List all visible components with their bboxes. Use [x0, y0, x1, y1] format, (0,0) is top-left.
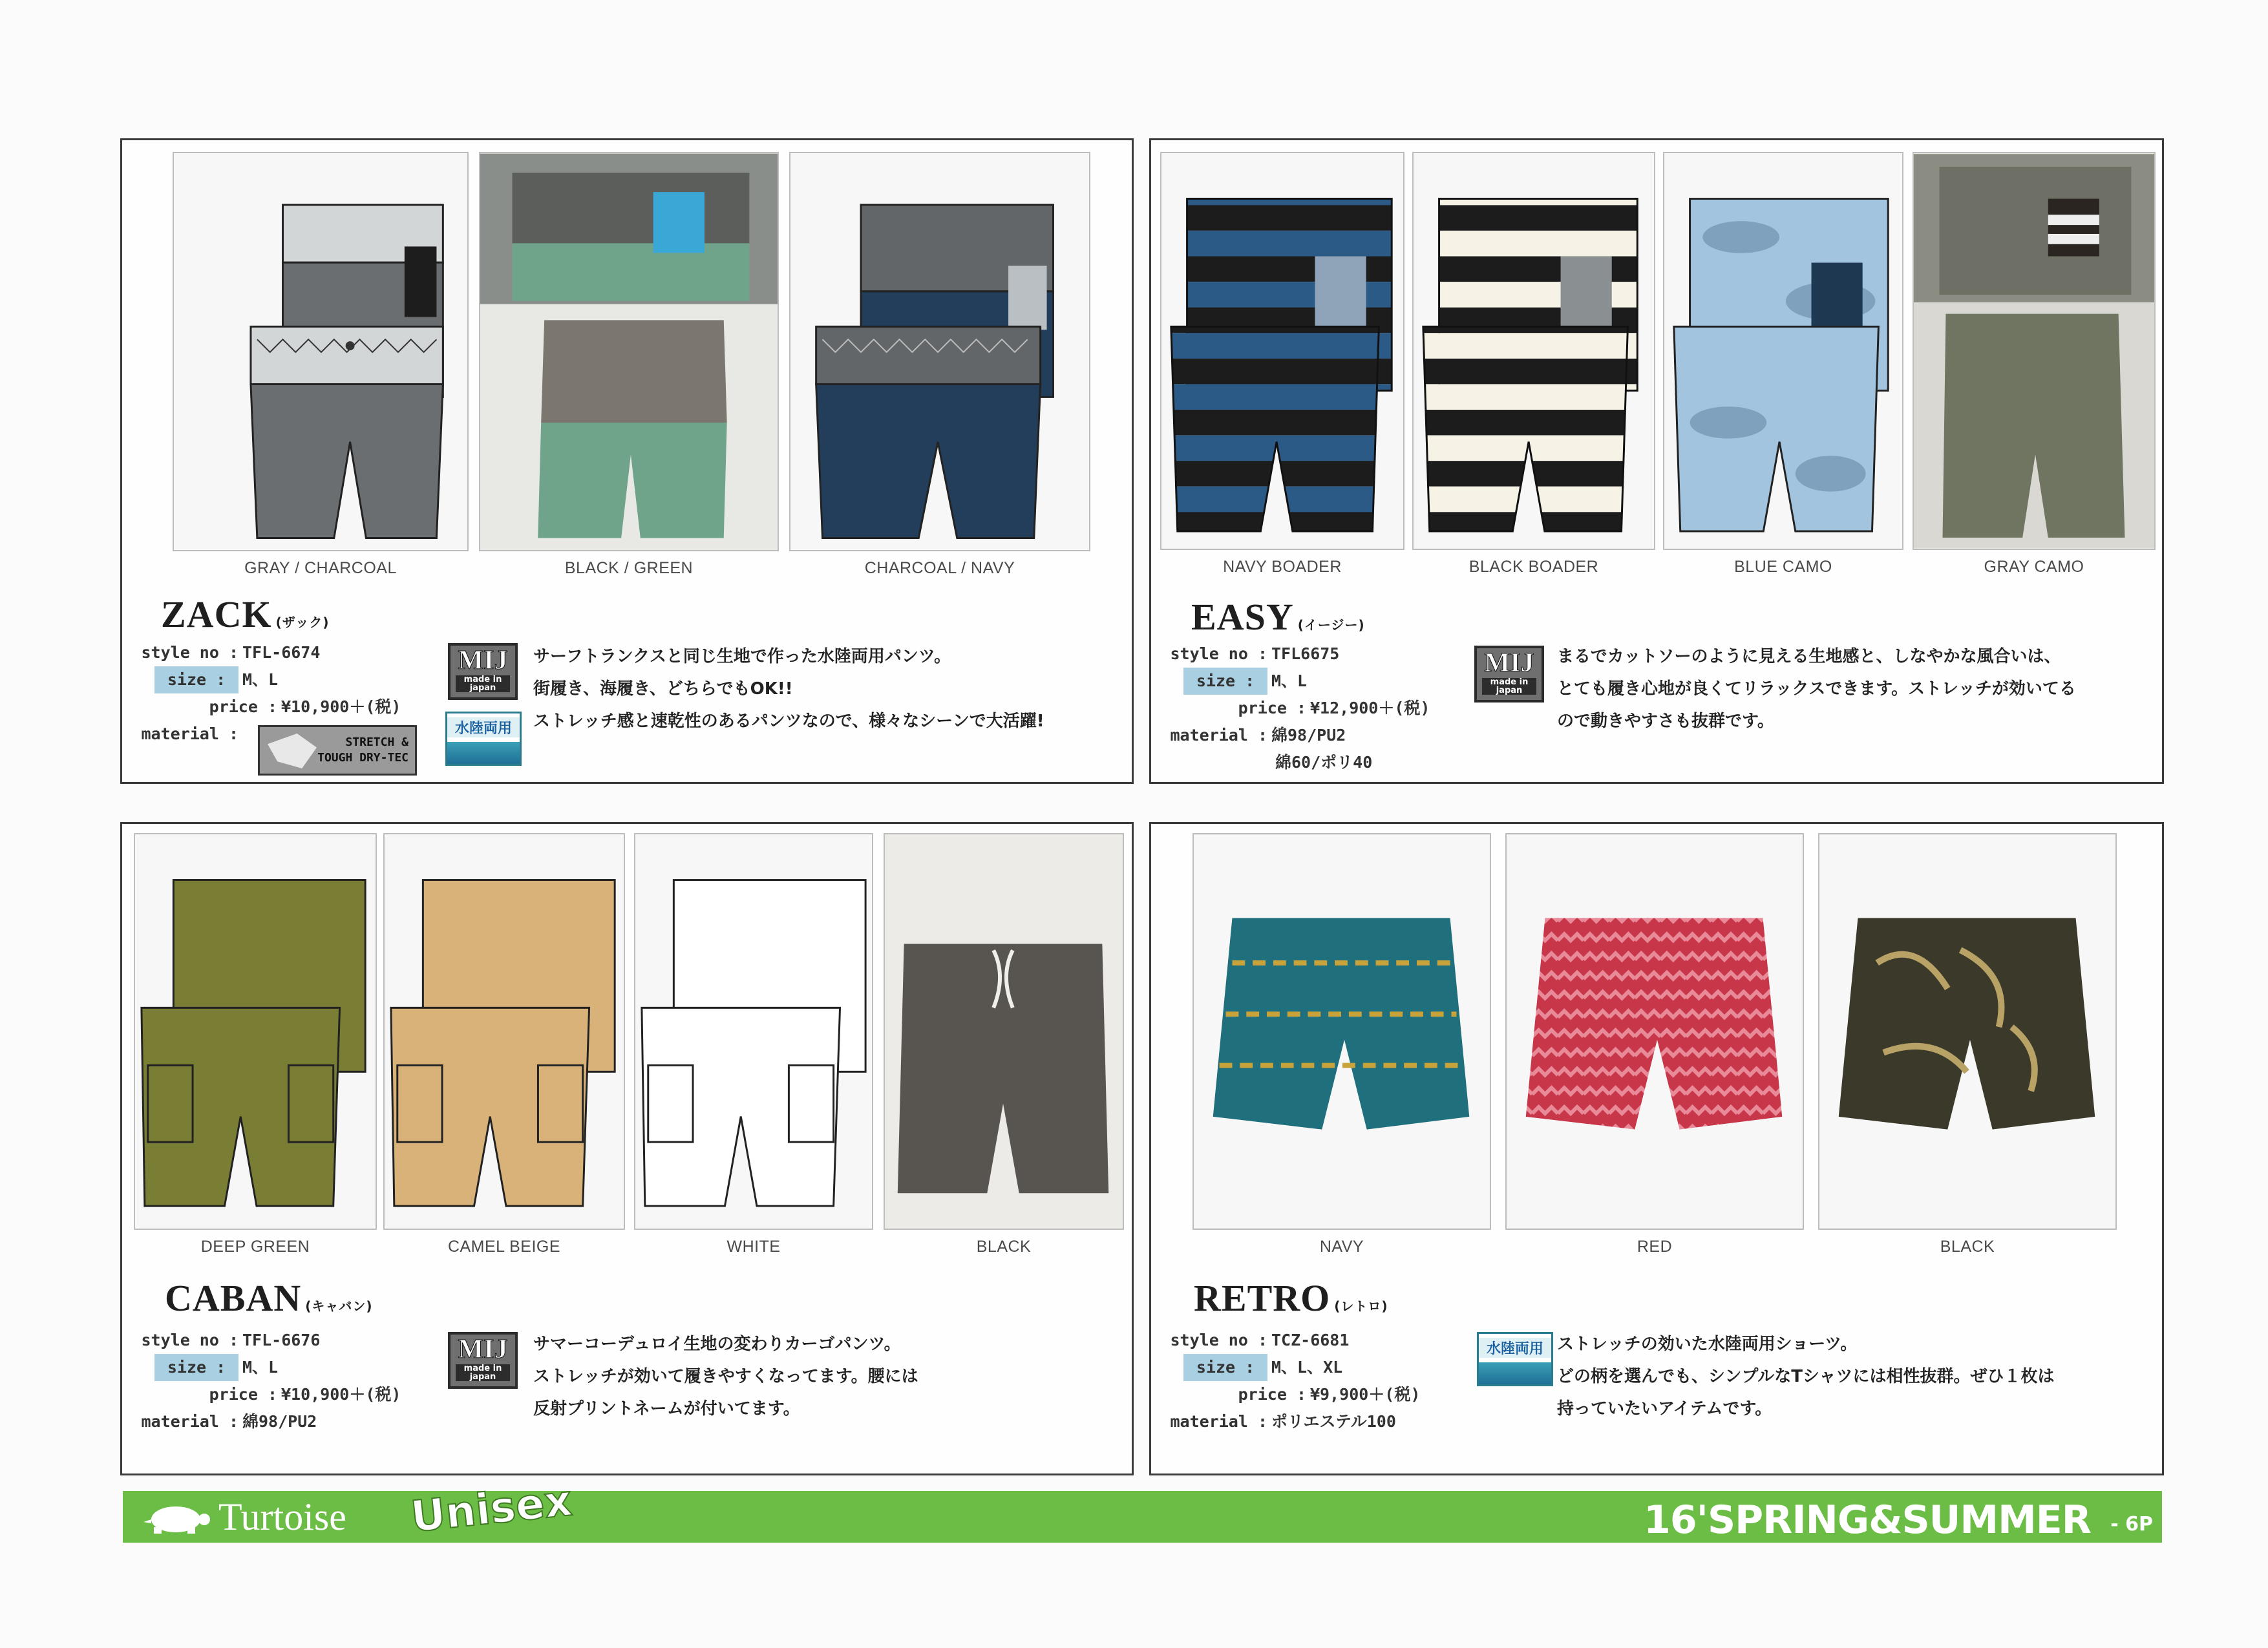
- color-caption: BLUE CAMO: [1734, 558, 1832, 576]
- water-land-badge: 水陸両用: [445, 712, 522, 766]
- water-land-badge: 水陸両用: [1477, 1332, 1553, 1386]
- shorts-drawing-icon: [1161, 153, 1403, 549]
- made-in-japan-badge: MIJ made in japan: [448, 1332, 518, 1389]
- product-name: EASY (イージー): [1191, 596, 1365, 638]
- product-name: ZACK (ザック): [161, 593, 330, 635]
- shorts-photo-icon: [1194, 834, 1490, 1229]
- color-caption: GRAY CAMO: [1984, 558, 2084, 576]
- product-image-retro-navy[interactable]: [1192, 833, 1491, 1230]
- product-image-retro-red[interactable]: [1505, 833, 1804, 1230]
- product-image-caban-camel-beige[interactable]: [383, 833, 625, 1230]
- color-caption: NAVY: [1319, 1238, 1364, 1256]
- color-caption: CAMEL BEIGE: [447, 1238, 561, 1256]
- product-image-caban-deep-green[interactable]: [134, 833, 377, 1230]
- fabric-icon: [268, 734, 317, 768]
- fabric-badge: STRETCH & TOUGH DRY-TEC: [258, 725, 417, 776]
- shorts-photo-icon: [885, 834, 1123, 1229]
- product-description: まるでカットソーのように見える生地感と、しなやかな風合いは、 とても履き心地が良くてリラックスできます。ストレッチが効いてる ので動きやすさも抜群です。: [1557, 647, 2076, 731]
- product-image-zack-gray-charcoal[interactable]: [173, 152, 469, 551]
- color-caption: BLACK BOADER: [1468, 558, 1599, 576]
- product-specs: style no : TFL-6676 size : M、L price : ¥10,900＋(税) material : 綿98/PU2: [141, 1331, 401, 1431]
- shorts-photo-icon: [1819, 834, 2115, 1229]
- color-caption: RED: [1637, 1238, 1673, 1256]
- shorts-photo-icon: [480, 153, 778, 550]
- product-panel-easy: [1149, 138, 2164, 784]
- line-name: Unisex: [408, 1475, 575, 1542]
- page-number: - 6P: [2110, 1513, 2153, 1536]
- product-image-caban-white[interactable]: [634, 833, 873, 1230]
- product-specs: style no : TFL-6674 size : M、L price : ¥10,900＋(税) material :: [141, 643, 401, 743]
- product-description: サマーコーデュロイ生地の変わりカーゴパンツ。 ストレッチが効いて履きやすくなってます。腰には 反射プリントネームが付いてます。: [533, 1335, 918, 1419]
- made-in-japan-badge: MIJ made in japan: [1474, 646, 1544, 703]
- color-caption: BLACK: [1940, 1238, 1995, 1256]
- product-panel-caban: [120, 822, 1134, 1475]
- product-image-easy-navy-boader[interactable]: [1160, 152, 1404, 550]
- shorts-photo-icon: [1914, 153, 2154, 549]
- season-title: 16'SPRING&SUMMER: [1644, 1497, 2091, 1543]
- color-caption: DEEP GREEN: [200, 1238, 310, 1256]
- product-image-easy-gray-camo[interactable]: [1913, 152, 2156, 550]
- shorts-drawing-icon: [790, 153, 1089, 550]
- color-caption: GRAY / CHARCOAL: [244, 559, 397, 577]
- shorts-drawing-icon: [135, 834, 376, 1229]
- product-image-zack-black-green[interactable]: [479, 152, 779, 551]
- product-panel-retro: [1149, 822, 2164, 1475]
- product-description: ストレッチの効いた水陸両用ショーツ。 どの柄を選んでも、シンプルなTシャツには相性抜群。ぜひ１枚は 持っていたいアイテムです。: [1557, 1335, 2055, 1419]
- color-caption: BLACK: [976, 1238, 1032, 1256]
- turtle-icon: [142, 1500, 213, 1536]
- product-panel-zack: [120, 138, 1134, 784]
- shorts-drawing-icon: [1664, 153, 1902, 549]
- product-name: RETRO (レトロ): [1194, 1277, 1388, 1319]
- product-image-retro-black[interactable]: [1818, 833, 2117, 1230]
- product-specs: style no : TCZ-6681 size : M、L、XL price : ¥9,900＋(税) material : ポリエステル100: [1170, 1331, 1421, 1431]
- wave-icon: [447, 742, 520, 764]
- shorts-drawing-icon: [174, 153, 467, 550]
- wave-icon: [1479, 1362, 1551, 1384]
- shorts-drawing-icon: [385, 834, 624, 1229]
- color-caption: NAVY BOADER: [1223, 558, 1342, 576]
- footer-bar: [123, 1475, 2162, 1543]
- brand-name: Turtoise: [218, 1495, 346, 1538]
- made-in-japan-badge: MIJ made in japan: [448, 643, 518, 700]
- product-image-zack-charcoal-navy[interactable]: [789, 152, 1090, 551]
- product-image-caban-black[interactable]: [884, 833, 1124, 1230]
- color-caption: WHITE: [726, 1238, 781, 1256]
- product-description: サーフトランクスと同じ生地で作った水陸両用パンツ。 街履き、海履き、どちらでもOK!! ストレッチ感と速乾性のあるパンツなので、様々なシーンで大活躍!: [533, 647, 1044, 731]
- product-image-easy-blue-camo[interactable]: [1663, 152, 1903, 550]
- color-caption: BLACK / GREEN: [564, 559, 694, 577]
- color-caption: CHARCOAL / NAVY: [864, 559, 1015, 577]
- product-name: CABAN (キャバン): [165, 1277, 373, 1319]
- product-specs: style no : TFL6675 size : M、L price : ¥12,900＋(税) material : 綿98/PU2 綿60/ポリ40: [1170, 644, 1430, 772]
- product-image-easy-black-boader[interactable]: [1412, 152, 1655, 550]
- shorts-photo-icon: [1507, 834, 1803, 1229]
- shorts-drawing-icon: [1414, 153, 1654, 549]
- shorts-drawing-icon: [635, 834, 872, 1229]
